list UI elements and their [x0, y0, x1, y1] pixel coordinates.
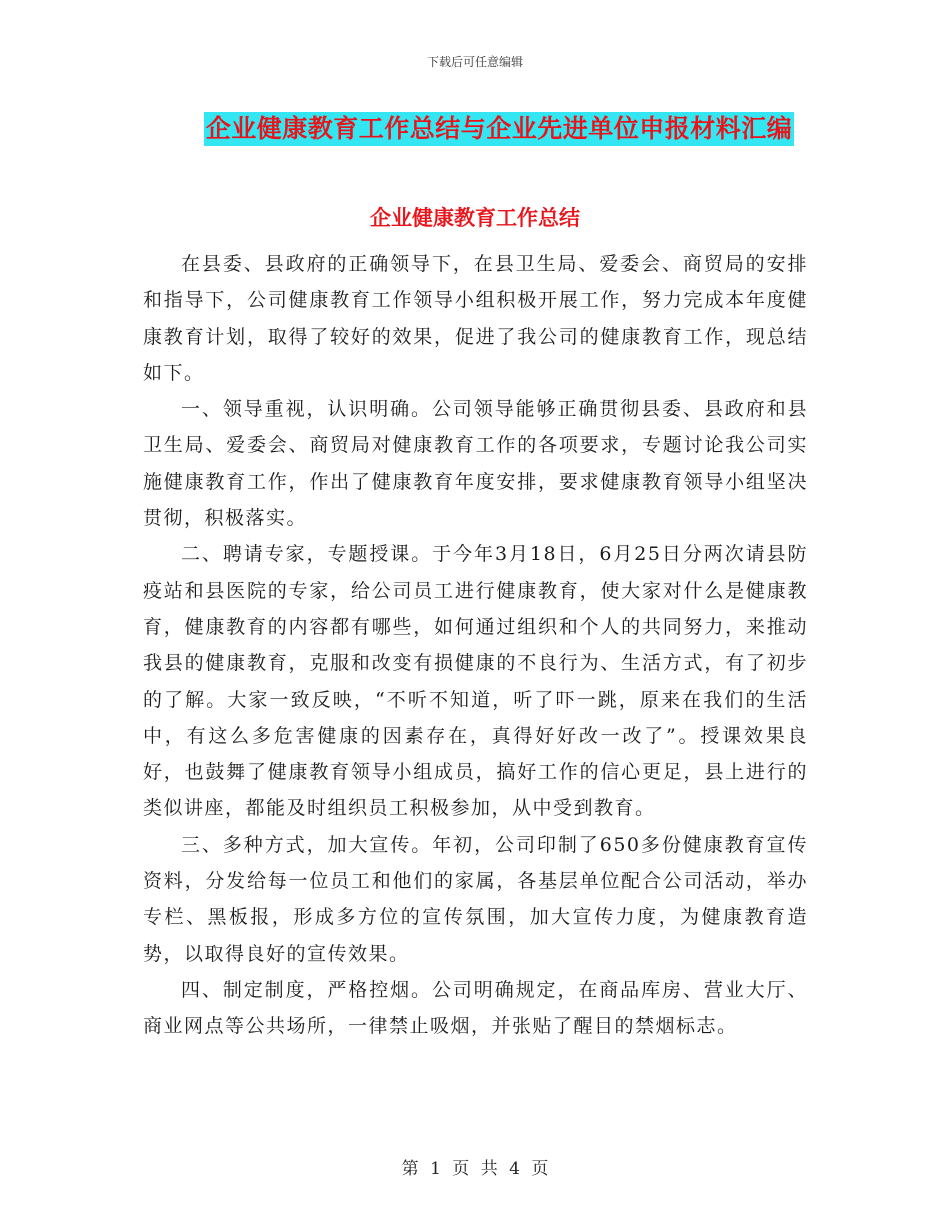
section-title: 企业健康教育工作总结 [370, 205, 580, 230]
paragraph-publicity: 三、多种方式，加大宣传。年初，公司印制了650多份健康教育宣传资料，分发给每一位员工和他们的家属，各基层单位配合公司活动，举办专栏、黑板报，形成多方位的宣传氛围，加大宣传力度，为健康教育造势，以取得良好的宣传效果。 [143, 833, 808, 965]
main-title-container [0, 112, 950, 146]
header-note: 下载后可任意编辑 [426, 55, 523, 69]
paragraph-intro: 在县委、县政府的正确领导下，在县卫生局、爱委会、商贸局的安排和指导下，公司健康教育工作领导小组积极开展工作，努力完成本年度健康教育计划，取得了较好的效果，促进了我公司的健康教育工作，现总结如下。 [143, 253, 808, 384]
paragraph-experts: 二、聘请专家，专题授课。于今年3月18日，6月25日分两次请县防疫站和县医院的专家，给公司员工进行健康教育，使大家对什么是健康教育，健康教育的内容都有哪些，如何通过组织和个人的共同努力，来推动我县的健康教育，克服和改变有损健康的不良行为、生活方式，有了初步的了解。大家一致反映，“不听不知道，听了吓一跳，原来在我们的生活中，有这么多危害健康的因素存在，真得好好改一改了”。授课效果良好，也鼓舞了健康教育领导小组成员，搞好工作的信心更足，县上进行的类似讲座，都能及时组织员工积极参加，从中受到教育。 [143, 543, 808, 820]
main-title: 企业健康教育工作总结与企业先进单位申报材料汇编 [204, 112, 795, 146]
paragraph-leadership: 一、领导重视，认识明确。公司领导能够正确贯彻县委、县政府和县卫生局、爱委会、商贸局对健康教育工作的各项要求，专题讨论我公司实施健康教育工作，作出了健康教育年度安排，要求健康教育领导小组坚决贯彻，积极落实。 [143, 398, 808, 530]
paragraph-smoking-control: 四、制定制度，严格控烟。公司明确规定，在商品库房、营业大厅、商业网点等公共场所，一律禁止吸烟，并张贴了醒目的禁烟标志。 [143, 978, 808, 1038]
page-number: 第 1 页 共 4 页 [401, 1159, 549, 1179]
document-body [143, 246, 808, 1045]
